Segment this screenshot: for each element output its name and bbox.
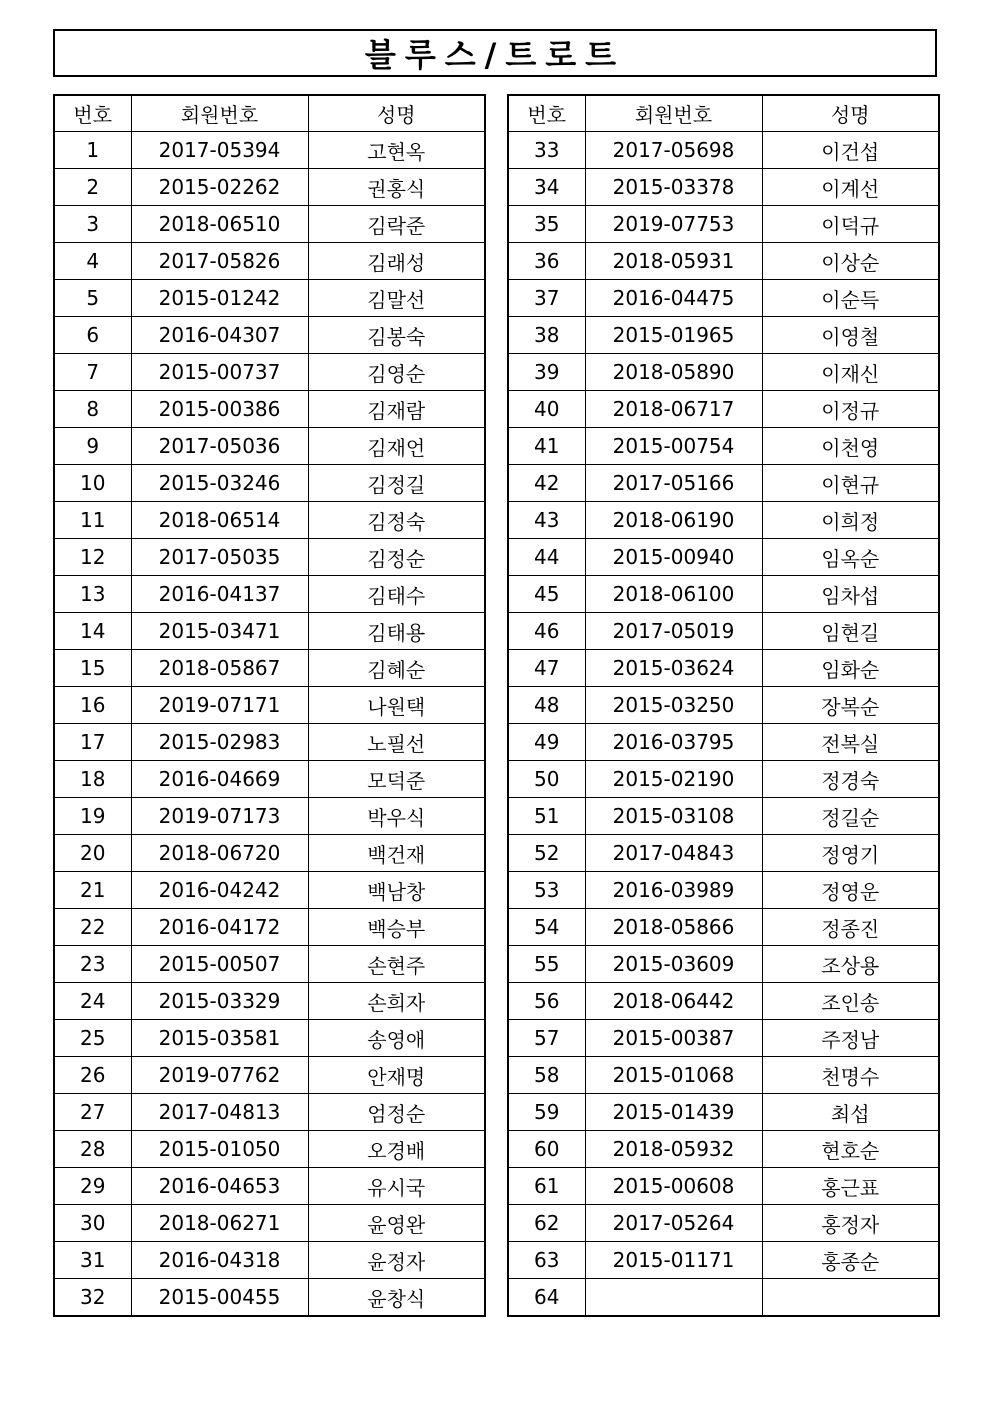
cell-name: 김혜순 xyxy=(308,650,485,687)
table-row xyxy=(508,909,939,946)
table-row xyxy=(54,724,485,761)
page-title: 블루스/트로트 xyxy=(364,36,626,74)
title-box xyxy=(53,29,937,77)
cell-name: 김말선 xyxy=(308,280,485,317)
table-row xyxy=(508,1094,939,1131)
table-row xyxy=(508,687,939,724)
table-row xyxy=(54,169,485,206)
cell-name: 정영운 xyxy=(762,872,939,909)
cell-member-id: 2018-06271 xyxy=(131,1205,308,1242)
cell-no: 9 xyxy=(54,428,131,465)
table-row xyxy=(54,1168,485,1205)
cell-member-id: 2017-05166 xyxy=(585,465,762,502)
cell-member-id: 2015-01965 xyxy=(585,317,762,354)
cell-no: 46 xyxy=(508,613,585,650)
table-row xyxy=(54,872,485,909)
cell-name: 최섭 xyxy=(762,1094,939,1131)
cell-name: 김재람 xyxy=(308,391,485,428)
cell-member-id: 2016-04172 xyxy=(131,909,308,946)
cell-member-id: 2017-04843 xyxy=(585,835,762,872)
table-row xyxy=(54,983,485,1020)
cell-no: 31 xyxy=(54,1242,131,1279)
cell-no: 49 xyxy=(508,724,585,761)
cell-member-id: 2015-01439 xyxy=(585,1094,762,1131)
cell-member-id: 2017-05826 xyxy=(131,243,308,280)
cell-no: 52 xyxy=(508,835,585,872)
table-row xyxy=(54,1131,485,1168)
header-name: 성명 xyxy=(762,95,939,132)
cell-no: 22 xyxy=(54,909,131,946)
right-table-body xyxy=(508,132,939,1317)
cell-no: 55 xyxy=(508,946,585,983)
table-row xyxy=(54,1242,485,1279)
table-row xyxy=(508,1205,939,1242)
cell-member-id: 2015-00386 xyxy=(131,391,308,428)
table-row xyxy=(508,946,939,983)
cell-no: 36 xyxy=(508,243,585,280)
cell-name: 김정길 xyxy=(308,465,485,502)
table-row xyxy=(508,1242,939,1279)
cell-name: 정경숙 xyxy=(762,761,939,798)
cell-name: 이건섭 xyxy=(762,132,939,169)
table-row xyxy=(54,317,485,354)
cell-member-id: 2018-06514 xyxy=(131,502,308,539)
cell-member-id: 2017-04813 xyxy=(131,1094,308,1131)
cell-member-id: 2015-01068 xyxy=(585,1057,762,1094)
table-row xyxy=(54,280,485,317)
cell-no: 2 xyxy=(54,169,131,206)
cell-name: 이현규 xyxy=(762,465,939,502)
cell-name: 주정남 xyxy=(762,1020,939,1057)
cell-name: 윤창식 xyxy=(308,1279,485,1317)
table-row xyxy=(508,354,939,391)
table-row xyxy=(54,613,485,650)
cell-no: 10 xyxy=(54,465,131,502)
cell-name: 정종진 xyxy=(762,909,939,946)
cell-member-id: 2018-06717 xyxy=(585,391,762,428)
cell-no: 7 xyxy=(54,354,131,391)
table-row xyxy=(54,761,485,798)
header-row xyxy=(508,95,939,132)
cell-member-id: 2015-00737 xyxy=(131,354,308,391)
table-row xyxy=(54,1205,485,1242)
cell-no: 60 xyxy=(508,1131,585,1168)
cell-name: 이희정 xyxy=(762,502,939,539)
cell-member-id: 2019-07173 xyxy=(131,798,308,835)
cell-member-id: 2015-00455 xyxy=(131,1279,308,1317)
cell-member-id: 2016-04669 xyxy=(131,761,308,798)
cell-member-id: 2018-06720 xyxy=(131,835,308,872)
table-row xyxy=(54,946,485,983)
cell-name: 안재명 xyxy=(308,1057,485,1094)
table-row xyxy=(508,317,939,354)
cell-name: 고현옥 xyxy=(308,132,485,169)
cell-name xyxy=(762,1279,939,1317)
table-row xyxy=(508,1168,939,1205)
cell-name: 박우식 xyxy=(308,798,485,835)
header-name: 성명 xyxy=(308,95,485,132)
table-row xyxy=(54,1020,485,1057)
cell-member-id: 2015-02190 xyxy=(585,761,762,798)
cell-name: 김정숙 xyxy=(308,502,485,539)
cell-no: 27 xyxy=(54,1094,131,1131)
cell-member-id: 2018-05932 xyxy=(585,1131,762,1168)
cell-name: 이계선 xyxy=(762,169,939,206)
cell-name: 김래성 xyxy=(308,243,485,280)
cell-name: 조상용 xyxy=(762,946,939,983)
cell-name: 손현주 xyxy=(308,946,485,983)
cell-name: 김정순 xyxy=(308,539,485,576)
table-row xyxy=(508,613,939,650)
table-row xyxy=(508,391,939,428)
cell-no: 50 xyxy=(508,761,585,798)
cell-no: 39 xyxy=(508,354,585,391)
cell-no: 30 xyxy=(54,1205,131,1242)
cell-no: 1 xyxy=(54,132,131,169)
cell-name: 김영순 xyxy=(308,354,485,391)
table-row xyxy=(508,724,939,761)
cell-no: 53 xyxy=(508,872,585,909)
cell-no: 37 xyxy=(508,280,585,317)
cell-name: 장복순 xyxy=(762,687,939,724)
cell-member-id xyxy=(585,1279,762,1317)
cell-name: 이상순 xyxy=(762,243,939,280)
cell-no: 57 xyxy=(508,1020,585,1057)
cell-no: 25 xyxy=(54,1020,131,1057)
cell-no: 26 xyxy=(54,1057,131,1094)
cell-no: 20 xyxy=(54,835,131,872)
cell-member-id: 2017-05019 xyxy=(585,613,762,650)
cell-member-id: 2016-04307 xyxy=(131,317,308,354)
roster-table-left xyxy=(53,94,486,1317)
cell-no: 4 xyxy=(54,243,131,280)
cell-name: 천명수 xyxy=(762,1057,939,1094)
table-row xyxy=(508,835,939,872)
cell-name: 전복실 xyxy=(762,724,939,761)
cell-name: 나원택 xyxy=(308,687,485,724)
cell-name: 홍정자 xyxy=(762,1205,939,1242)
cell-member-id: 2018-05890 xyxy=(585,354,762,391)
cell-no: 29 xyxy=(54,1168,131,1205)
cell-no: 11 xyxy=(54,502,131,539)
table-row xyxy=(54,502,485,539)
cell-member-id: 2018-06510 xyxy=(131,206,308,243)
cell-member-id: 2015-03246 xyxy=(131,465,308,502)
cell-name: 김락준 xyxy=(308,206,485,243)
table-row xyxy=(508,1057,939,1094)
table-row xyxy=(508,872,939,909)
cell-member-id: 2015-01242 xyxy=(131,280,308,317)
cell-no: 62 xyxy=(508,1205,585,1242)
cell-no: 34 xyxy=(508,169,585,206)
cell-name: 이영철 xyxy=(762,317,939,354)
table-row xyxy=(54,132,485,169)
cell-member-id: 2015-00507 xyxy=(131,946,308,983)
cell-no: 61 xyxy=(508,1168,585,1205)
cell-no: 18 xyxy=(54,761,131,798)
cell-name: 노필선 xyxy=(308,724,485,761)
cell-member-id: 2018-06100 xyxy=(585,576,762,613)
table-row xyxy=(54,206,485,243)
table-row xyxy=(54,576,485,613)
cell-member-id: 2017-05035 xyxy=(131,539,308,576)
cell-member-id: 2015-00754 xyxy=(585,428,762,465)
table-row xyxy=(508,465,939,502)
cell-no: 14 xyxy=(54,613,131,650)
cell-no: 8 xyxy=(54,391,131,428)
table-row xyxy=(508,1020,939,1057)
cell-no: 23 xyxy=(54,946,131,983)
cell-member-id: 2015-01171 xyxy=(585,1242,762,1279)
header-no: 번호 xyxy=(54,95,131,132)
table-row xyxy=(54,354,485,391)
cell-no: 45 xyxy=(508,576,585,613)
table-row xyxy=(508,983,939,1020)
cell-no: 44 xyxy=(508,539,585,576)
cell-member-id: 2018-06190 xyxy=(585,502,762,539)
table-row xyxy=(508,428,939,465)
cell-name: 모덕준 xyxy=(308,761,485,798)
cell-no: 35 xyxy=(508,206,585,243)
cell-no: 15 xyxy=(54,650,131,687)
cell-name: 권홍식 xyxy=(308,169,485,206)
cell-no: 19 xyxy=(54,798,131,835)
cell-name: 김태수 xyxy=(308,576,485,613)
cell-name: 조인송 xyxy=(762,983,939,1020)
cell-member-id: 2017-05698 xyxy=(585,132,762,169)
table-row xyxy=(54,909,485,946)
cell-member-id: 2018-05931 xyxy=(585,243,762,280)
cell-member-id: 2015-00940 xyxy=(585,539,762,576)
cell-name: 엄정순 xyxy=(308,1094,485,1131)
cell-no: 40 xyxy=(508,391,585,428)
table-row xyxy=(508,169,939,206)
cell-member-id: 2015-00387 xyxy=(585,1020,762,1057)
cell-member-id: 2015-03471 xyxy=(131,613,308,650)
header-member-id: 회원번호 xyxy=(131,95,308,132)
cell-no: 59 xyxy=(508,1094,585,1131)
table-row xyxy=(508,761,939,798)
cell-name: 임차섭 xyxy=(762,576,939,613)
cell-no: 21 xyxy=(54,872,131,909)
cell-no: 64 xyxy=(508,1279,585,1317)
cell-member-id: 2015-03378 xyxy=(585,169,762,206)
cell-no: 43 xyxy=(508,502,585,539)
cell-name: 김봉숙 xyxy=(308,317,485,354)
cell-member-id: 2015-03581 xyxy=(131,1020,308,1057)
cell-no: 24 xyxy=(54,983,131,1020)
cell-member-id: 2016-03795 xyxy=(585,724,762,761)
header-row xyxy=(54,95,485,132)
cell-name: 김태용 xyxy=(308,613,485,650)
table-row xyxy=(54,798,485,835)
cell-member-id: 2016-04137 xyxy=(131,576,308,613)
cell-name: 현호순 xyxy=(762,1131,939,1168)
roster-table-right xyxy=(507,94,940,1317)
header-no: 번호 xyxy=(508,95,585,132)
cell-no: 33 xyxy=(508,132,585,169)
cell-member-id: 2019-07762 xyxy=(131,1057,308,1094)
cell-member-id: 2019-07753 xyxy=(585,206,762,243)
table-row xyxy=(508,206,939,243)
table-row xyxy=(508,132,939,169)
cell-name: 윤영완 xyxy=(308,1205,485,1242)
cell-name: 이덕규 xyxy=(762,206,939,243)
cell-name: 이재신 xyxy=(762,354,939,391)
cell-member-id: 2017-05036 xyxy=(131,428,308,465)
cell-name: 이순득 xyxy=(762,280,939,317)
cell-no: 17 xyxy=(54,724,131,761)
table-row xyxy=(508,576,939,613)
cell-name: 임옥순 xyxy=(762,539,939,576)
cell-member-id: 2017-05394 xyxy=(131,132,308,169)
cell-member-id: 2015-02262 xyxy=(131,169,308,206)
table-row xyxy=(508,502,939,539)
cell-name: 백건재 xyxy=(308,835,485,872)
cell-no: 3 xyxy=(54,206,131,243)
table-row xyxy=(508,243,939,280)
cell-name: 유시국 xyxy=(308,1168,485,1205)
table-row xyxy=(54,835,485,872)
cell-member-id: 2016-04242 xyxy=(131,872,308,909)
cell-name: 이정규 xyxy=(762,391,939,428)
table-row xyxy=(508,539,939,576)
cell-no: 58 xyxy=(508,1057,585,1094)
table-row xyxy=(508,1131,939,1168)
table-row xyxy=(508,1279,939,1317)
cell-name: 홍종순 xyxy=(762,1242,939,1279)
cell-no: 48 xyxy=(508,687,585,724)
cell-name: 오경배 xyxy=(308,1131,485,1168)
table-row xyxy=(54,650,485,687)
cell-member-id: 2015-00608 xyxy=(585,1168,762,1205)
cell-no: 5 xyxy=(54,280,131,317)
table-row xyxy=(54,1057,485,1094)
cell-no: 42 xyxy=(508,465,585,502)
table-row xyxy=(54,243,485,280)
cell-no: 51 xyxy=(508,798,585,835)
table-row xyxy=(54,391,485,428)
cell-member-id: 2015-03609 xyxy=(585,946,762,983)
cell-member-id: 2015-03329 xyxy=(131,983,308,1020)
cell-member-id: 2015-03108 xyxy=(585,798,762,835)
table-row xyxy=(54,465,485,502)
cell-name: 송영애 xyxy=(308,1020,485,1057)
cell-name: 임화순 xyxy=(762,650,939,687)
cell-member-id: 2015-03250 xyxy=(585,687,762,724)
table-row xyxy=(508,280,939,317)
cell-no: 41 xyxy=(508,428,585,465)
cell-member-id: 2017-05264 xyxy=(585,1205,762,1242)
cell-no: 47 xyxy=(508,650,585,687)
table-row xyxy=(54,539,485,576)
cell-member-id: 2016-04475 xyxy=(585,280,762,317)
cell-name: 윤정자 xyxy=(308,1242,485,1279)
cell-no: 13 xyxy=(54,576,131,613)
cell-member-id: 2018-05866 xyxy=(585,909,762,946)
cell-name: 손희자 xyxy=(308,983,485,1020)
cell-no: 6 xyxy=(54,317,131,354)
cell-name: 임현길 xyxy=(762,613,939,650)
cell-name: 백승부 xyxy=(308,909,485,946)
cell-member-id: 2015-01050 xyxy=(131,1131,308,1168)
cell-no: 12 xyxy=(54,539,131,576)
left-table-body xyxy=(54,132,485,1317)
cell-no: 28 xyxy=(54,1131,131,1168)
cell-no: 32 xyxy=(54,1279,131,1317)
table-row xyxy=(508,650,939,687)
cell-name: 백남창 xyxy=(308,872,485,909)
cell-no: 63 xyxy=(508,1242,585,1279)
cell-member-id: 2016-03989 xyxy=(585,872,762,909)
cell-no: 16 xyxy=(54,687,131,724)
table-row xyxy=(54,1279,485,1317)
cell-name: 정영기 xyxy=(762,835,939,872)
cell-name: 홍근표 xyxy=(762,1168,939,1205)
table-row xyxy=(54,1094,485,1131)
cell-member-id: 2016-04653 xyxy=(131,1168,308,1205)
cell-member-id: 2015-03624 xyxy=(585,650,762,687)
cell-name: 김재언 xyxy=(308,428,485,465)
cell-no: 54 xyxy=(508,909,585,946)
header-member-id: 회원번호 xyxy=(585,95,762,132)
table-row xyxy=(54,428,485,465)
cell-member-id: 2019-07171 xyxy=(131,687,308,724)
cell-member-id: 2015-02983 xyxy=(131,724,308,761)
cell-member-id: 2018-06442 xyxy=(585,983,762,1020)
cell-name: 이천영 xyxy=(762,428,939,465)
cell-no: 38 xyxy=(508,317,585,354)
table-row xyxy=(508,798,939,835)
cell-member-id: 2016-04318 xyxy=(131,1242,308,1279)
cell-no: 56 xyxy=(508,983,585,1020)
cell-member-id: 2018-05867 xyxy=(131,650,308,687)
cell-name: 정길순 xyxy=(762,798,939,835)
table-row xyxy=(54,687,485,724)
